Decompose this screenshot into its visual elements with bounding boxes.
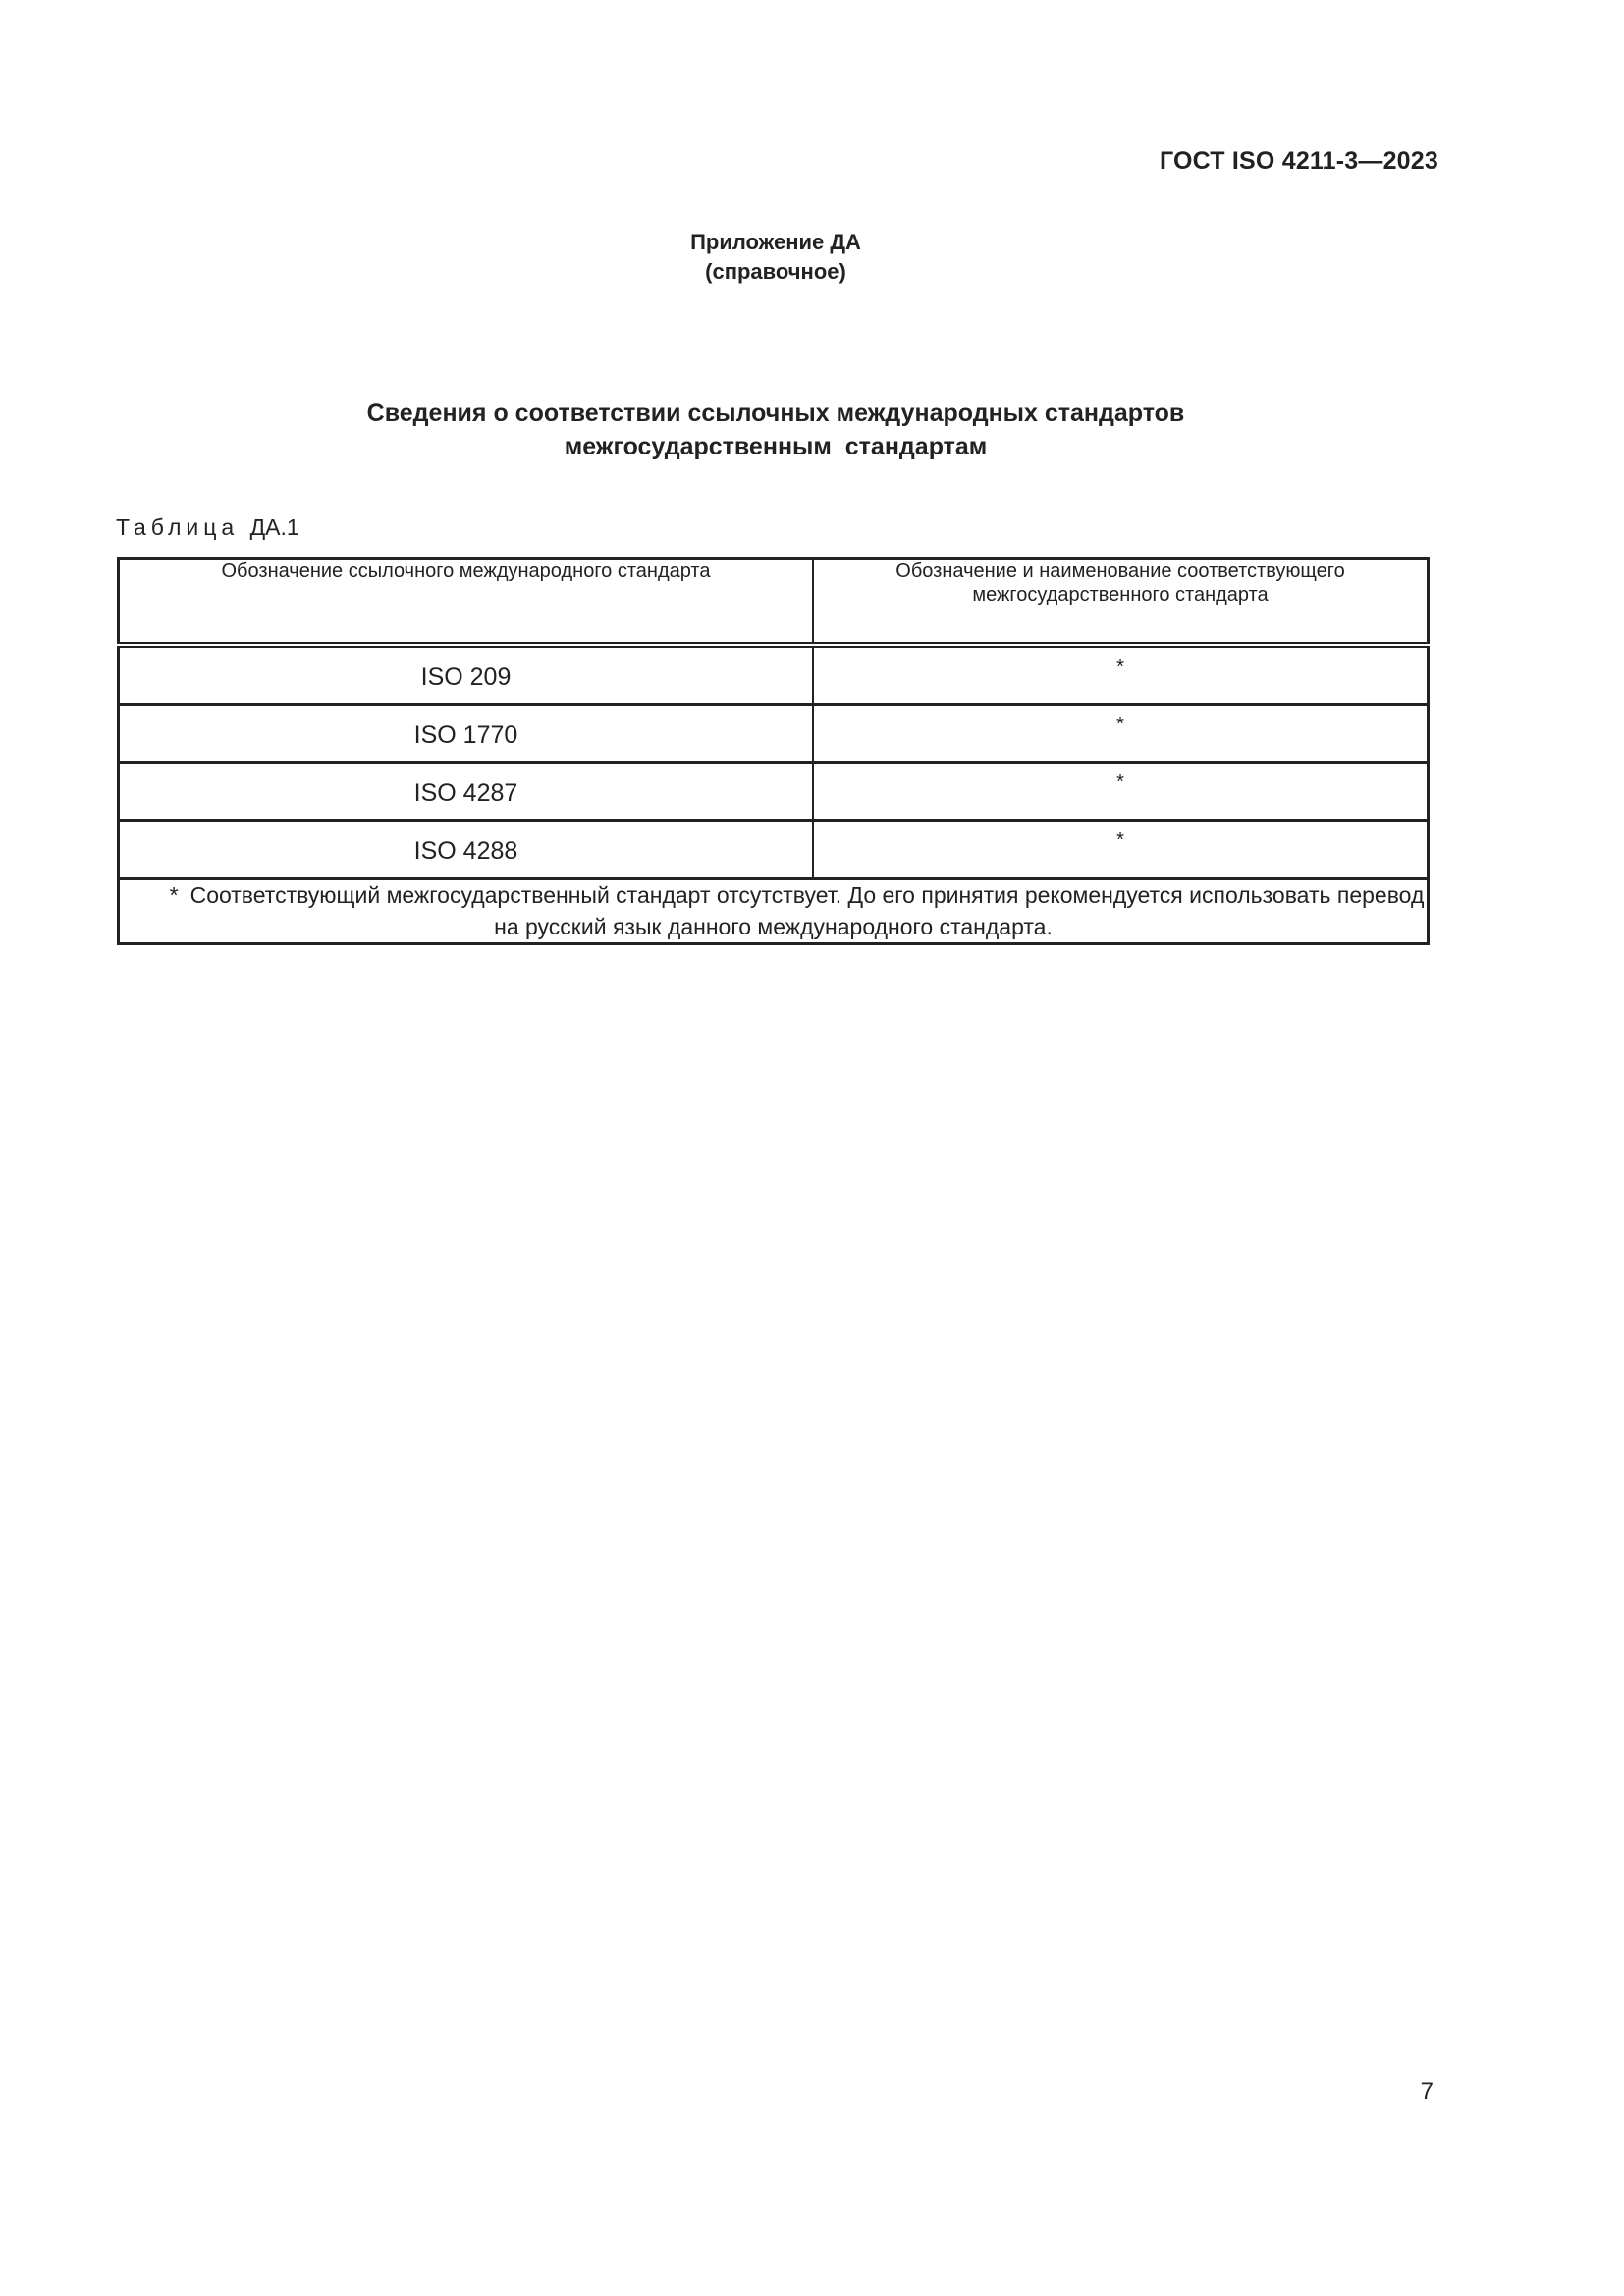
interstate-standard-cell: * [813, 705, 1429, 763]
table-row [119, 705, 1429, 763]
table-row [119, 821, 1429, 879]
interstate-standard-cell: * [813, 763, 1429, 821]
international-standard-cell: ISO 209 [119, 645, 814, 705]
international-standard-cell: ISO 4288 [119, 821, 814, 879]
document-code: ГОСТ ISO 4211-3—2023 [1159, 147, 1438, 175]
appendix-heading [0, 228, 1551, 287]
section-title-line-2: межгосударственным стандартам [564, 433, 988, 460]
page-number: 7 [1420, 2078, 1434, 2105]
footnote-marker: * [169, 882, 179, 908]
table-header-row [119, 559, 1429, 646]
interstate-standard-cell: * [813, 645, 1429, 705]
appendix-title: Приложение ДА [690, 230, 861, 254]
section-title-line-1: Сведения о соответствии ссылочных международных стандартов [366, 400, 1185, 427]
footnote-text: Соответствующий межгосударственный стандарт отсутствует. До его принятия рекомендуется использовать перевод на русский язык данного международного стандарта. [189, 882, 1425, 939]
table-footnote [119, 879, 1429, 944]
table-caption-number: ДА.1 [249, 514, 299, 540]
standards-correspondence-table [117, 557, 1430, 945]
international-standard-cell: ISO 4287 [119, 763, 814, 821]
appendix-subtitle: (справочное) [705, 259, 846, 284]
section-title [0, 397, 1551, 463]
column-header-international: Обозначение ссылочного международного стандарта [119, 559, 814, 646]
column-header-interstate [813, 559, 1429, 646]
international-standard-cell: ISO 1770 [119, 705, 814, 763]
table-caption-label: Таблица [116, 514, 240, 540]
column-header-interstate-text: Обозначение и наименование соответствующего межгосударственного стандарта [895, 561, 1345, 606]
table-row [119, 763, 1429, 821]
interstate-standard-cell: * [813, 821, 1429, 879]
table-row [119, 645, 1429, 705]
table-footnote-row [119, 879, 1429, 944]
table-caption [116, 514, 299, 541]
